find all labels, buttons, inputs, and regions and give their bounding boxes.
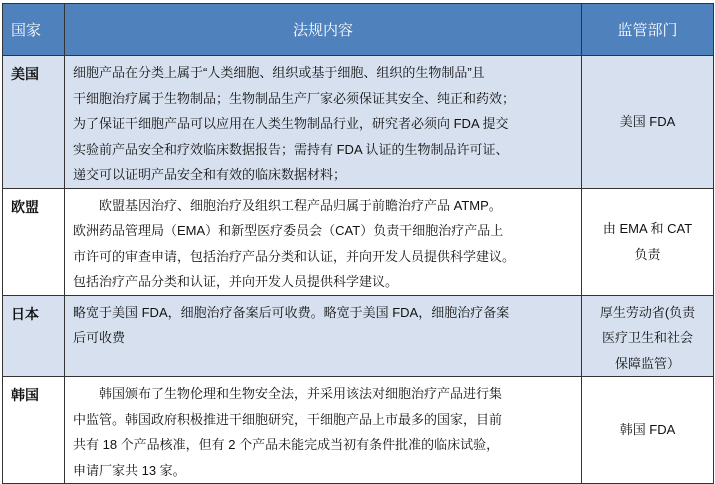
country-cell: 欧盟 <box>3 188 65 295</box>
header-content: 法规内容 <box>65 4 582 56</box>
agency-line: 医疗卫生和社会 <box>601 330 693 345</box>
content-line: 细胞产品在分类上属于“人类细胞、组织或基于细胞、组织的生物制品”且 <box>73 65 485 80</box>
content-cell <box>65 295 582 377</box>
content-line: 欧洲药品管理局（EMA）和新型医疗委员会（CAT）负责干细胞治疗产品上 <box>73 223 504 238</box>
agency-line: 保障监管） <box>614 355 680 371</box>
content-line: 市许可的审查申请，包括治疗产品分类和认证，并向开发人员提供科学建议。 <box>73 248 516 264</box>
country-cell: 韩国 <box>3 377 65 484</box>
regulation-table <box>2 3 714 484</box>
table-row <box>3 188 714 295</box>
content-line: 干细胞治疗属于生物制品；生物制品生产厂家必须保证其安全、纯正和药效； <box>73 90 516 106</box>
content-cell <box>65 377 582 484</box>
country-cell: 日本 <box>3 295 65 377</box>
header-agency: 监管部门 <box>582 4 714 56</box>
content-cell <box>65 188 582 295</box>
agency-cell <box>582 188 714 295</box>
header-row <box>3 4 714 56</box>
content-line: 为了保证干细胞产品可以应用在人类生物制品行业，研究者必须向 FDA 提交 <box>73 116 509 131</box>
agency-line: 韩国 FDA <box>619 422 676 438</box>
agency-line: 由 EMA 和 CAT <box>602 221 693 236</box>
content-line: 包括治疗产品分类和认证，并向开发人员提供科学建议。 <box>73 274 399 289</box>
content-line: 后可收费 <box>73 330 126 345</box>
content-line: 递交可以证明产品安全和有效的临床数据材料； <box>73 167 347 182</box>
header-country: 国家 <box>3 4 65 56</box>
table-row <box>3 56 714 189</box>
table-row <box>3 295 714 377</box>
content-cell <box>65 56 582 189</box>
content-line: 实验前产品安全和疗效临床数据报告；需持有 FDA 认证的生物制品许可证、 <box>73 141 509 157</box>
content-line: 韩国颁布了生物伦理和生物安全法，并采用该法对细胞治疗产品进行集 <box>73 386 503 401</box>
table-row <box>3 377 714 484</box>
agency-cell <box>582 377 714 484</box>
content-line: 欧盟基因治疗、细胞治疗及组织工程产品归属于前瞻治疗产品 ATMP。 <box>73 197 502 213</box>
agency-line: 负责 <box>634 246 661 262</box>
agency-cell <box>582 295 714 377</box>
agency-line: 美国 FDA <box>619 114 676 129</box>
content-line: 中监管。韩国政府积极推进干细胞研究，干细胞产品上市最多的国家，目前 <box>73 411 503 427</box>
content-line: 申请厂家共 13 家。 <box>73 462 186 478</box>
agency-cell <box>582 56 714 189</box>
content-line: 共有 18 个产品核准，但有 2 个产品未能完成当初有条件批准的临床试验， <box>73 437 500 452</box>
agency-line: 厚生劳动省(负责 <box>599 304 696 320</box>
content-line: 略宽于美国 FDA，细胞治疗备案后可收费。略宽于美国 FDA，细胞治疗备案 <box>73 304 510 320</box>
country-cell: 美国 <box>3 56 65 189</box>
